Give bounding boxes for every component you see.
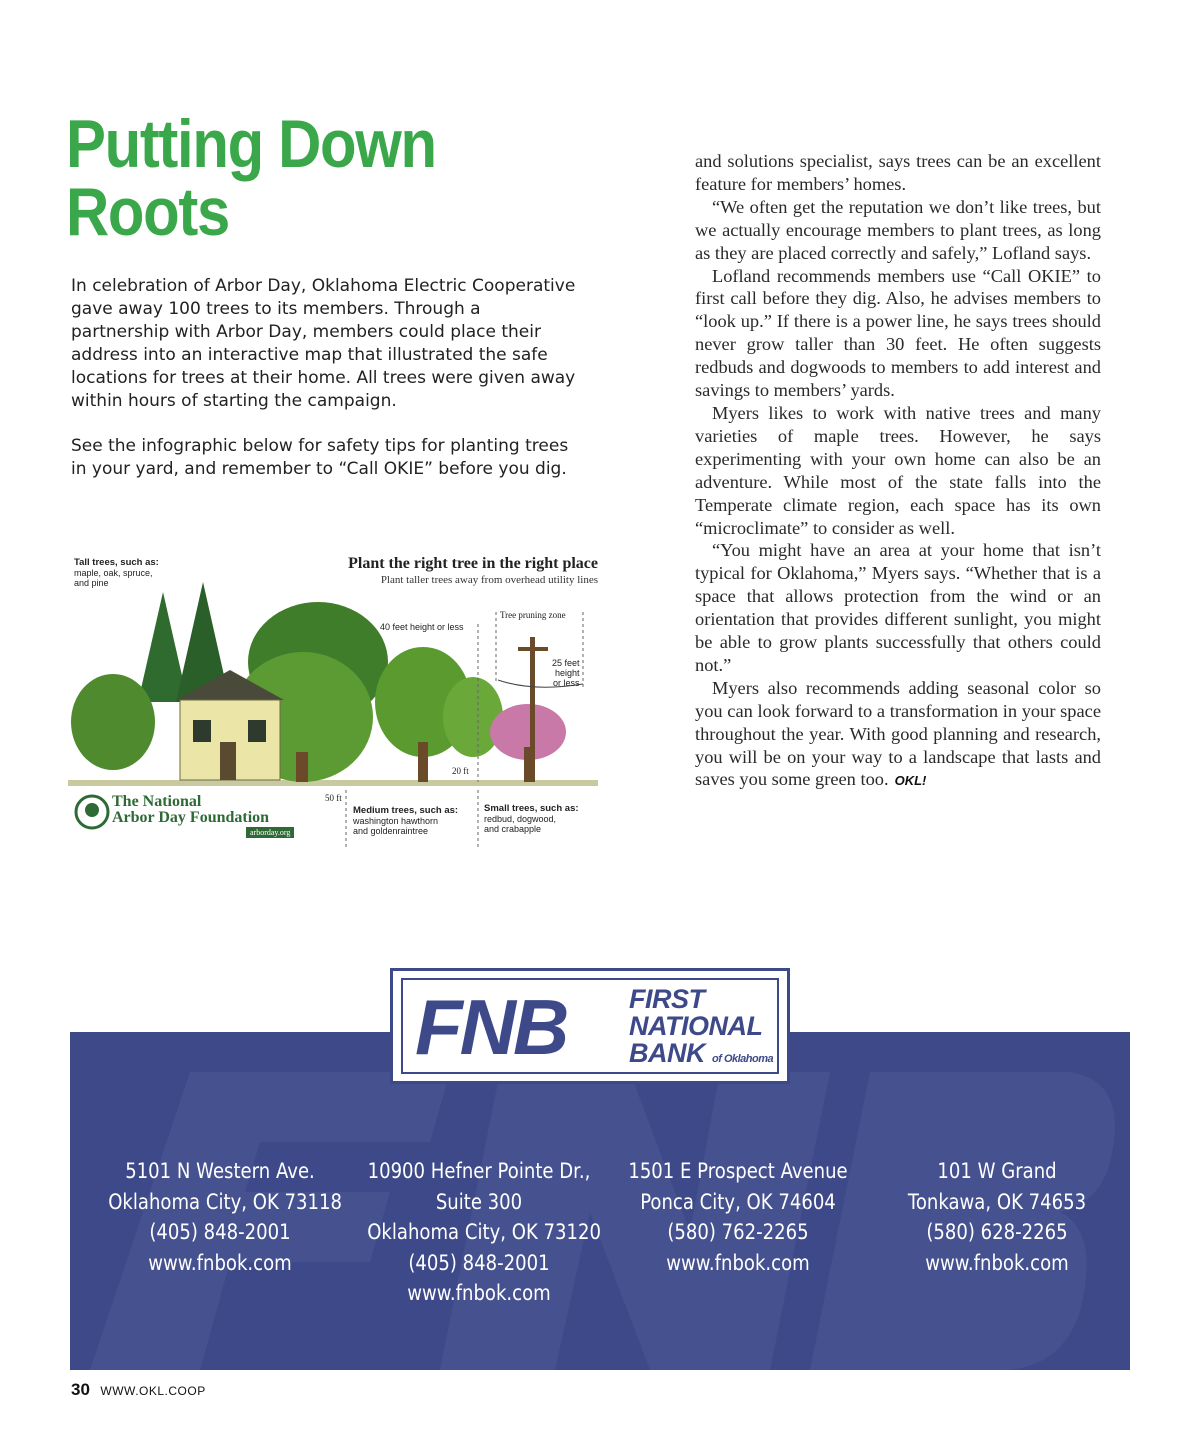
location-block-2 [367, 1156, 601, 1309]
arbor-line-2: Arbor Day Foundation [112, 809, 270, 826]
small-trees-heading: Small trees, such as: [484, 803, 579, 814]
location-block-3 [626, 1156, 850, 1278]
fnb-logo [390, 968, 790, 1084]
pole-crossarm [518, 647, 548, 651]
fnb-logo-frame [401, 978, 779, 1074]
body-paragraph: and solutions specialist, says trees can be an excellent feature for members’ homes. [695, 151, 1101, 194]
label-25-feet [552, 658, 580, 688]
location-line: 101 W Grand [937, 1159, 1057, 1183]
house-window-2 [248, 720, 266, 742]
location-line: Tonkawa, OK 74653 [907, 1189, 1087, 1214]
small-trees-label [484, 803, 579, 834]
logo-line-2: NATIONAL [629, 1011, 763, 1041]
house-window-1 [193, 720, 211, 742]
body-paragraph: Myers likes to work with native trees and many varieties of maple trees. However, he says experimenting with your own home can also be an adventure. While most of the state falls into the Temperate climate region, each space has its own “microclimate” to consider as well. [695, 402, 1101, 538]
fnb-logo-wordmark [629, 986, 773, 1073]
medium-trees-heading: Medium trees, such as: [353, 805, 459, 816]
location-line: 1501 E Prospect Avenue [628, 1159, 848, 1183]
tall-trees-label [74, 557, 159, 588]
tall-trees-list: and pine [74, 578, 109, 588]
body-paragraph [695, 677, 1101, 794]
location-block-1 [108, 1156, 342, 1278]
intro-paragraph-2: See the infographic below for safety tips for planting trees in your yard, and remember to “Call OKIE” before you dig. [71, 436, 569, 480]
article-body [695, 150, 1101, 793]
label-50-ft: 50 ft [325, 793, 342, 803]
medium-trees-list: and goldenraintree [353, 826, 429, 836]
arbor-line-1: The National [112, 793, 202, 810]
small-trees-list: redbud, dogwood, [484, 814, 557, 824]
footer-url[interactable]: WWW.OKL.COOP [100, 1384, 206, 1398]
location-line: 10900 Hefner Pointe Dr., [367, 1159, 591, 1183]
small-trunk [524, 747, 531, 782]
okl-end-mark: OKL! [894, 773, 927, 789]
tall-trees-heading: Tall trees, such as: [74, 557, 159, 568]
logo-line-3: BANK [629, 1038, 705, 1068]
logo-line-1: FIRST [629, 984, 705, 1014]
arbor-day-logo-text [112, 794, 269, 826]
location-link[interactable]: www.fnbok.com [148, 1250, 292, 1275]
label-20-ft: 20 ft [452, 766, 469, 776]
page-footer [71, 1380, 206, 1400]
infographic-subtitle: Plant taller trees away from overhead utility lines [380, 574, 598, 586]
location-line: Ponca City, OK 74604 [640, 1189, 836, 1214]
label-pruning-zone: Tree pruning zone [500, 610, 566, 620]
infographic-title: Plant the right tree in the right place [348, 555, 598, 572]
label-40-feet: 40 feet height or less [380, 622, 464, 632]
title-line-1: Putting Down [66, 106, 436, 182]
medium-trees-list: washington hawthorn [353, 816, 439, 826]
body-last-text: Myers also recommends adding seasonal color so you can look forward to a transformation in your space throughout the year. With good planning and research, you will be on your way to a landscape that lasts and saves you some green too. [695, 677, 1101, 790]
location-line: Oklahoma City, OK 73120 [367, 1220, 601, 1244]
arbor-day-url: arborday.org [246, 827, 294, 838]
body-paragraph: Lofland recommends members use “Call OKIE” to first call before they dig. Also, he advises members to “look up.” If there is a power line, he says trees should never grow taller than 30 feet. He often suggests redbuds and dogwoods to members to add interest and savings to members’ yards. [695, 265, 1101, 401]
medium-trunk [418, 742, 428, 782]
small-trees-list: and crabapple [484, 824, 542, 834]
location-line: (580) 628-2265 [926, 1220, 1068, 1244]
seal-tree [85, 803, 99, 817]
article-title [66, 106, 524, 250]
page-number: 30 [71, 1380, 90, 1399]
medium-tree-2 [443, 677, 503, 757]
fnb-logo-letters: FNB [415, 983, 567, 1071]
location-line: (405) 848-2001 [408, 1250, 550, 1275]
medium-trees-label [353, 805, 458, 836]
utility-pole [530, 637, 535, 782]
intro-text [71, 275, 583, 504]
body-paragraph: “You might have an area at your home that isn’t typical for Oklahoma,” Myers says. “Whether that is a space that allows protection from the wind or an orientation that provides different sunlight, you might be able to grow plants successfully that others could not.” [695, 540, 1101, 675]
location-block-4 [885, 1156, 1109, 1278]
body-paragraph: “We often get the reputation we don’t like trees, but we actually encourage members to plant trees, as long as they are placed correctly and safely,” Lofland says. [695, 196, 1101, 263]
location-line: 5101 N Western Ave. [125, 1159, 315, 1183]
ground [68, 780, 598, 786]
location-link[interactable]: www.fnbok.com [407, 1281, 551, 1305]
label-25-line: height [555, 668, 580, 678]
location-line: Suite 300 [435, 1189, 523, 1214]
house-door [220, 742, 236, 780]
location-line: (405) 848-2001 [149, 1220, 291, 1244]
label-25-line: 25 feet [552, 658, 580, 668]
tall-trees-list: maple, oak, spruce, [74, 568, 153, 578]
trunk [296, 752, 308, 782]
location-line: Oklahoma City, OK 73118 [108, 1189, 342, 1214]
logo-suffix: of Oklahoma [712, 1053, 774, 1065]
location-link[interactable]: www.fnbok.com [925, 1250, 1069, 1275]
location-line: (580) 762-2265 [667, 1220, 809, 1244]
tree-infographic [68, 552, 598, 852]
tall-tree-left [71, 674, 155, 770]
label-25-line: or less [553, 678, 580, 688]
title-line-2: Roots [66, 174, 229, 250]
intro-paragraph-1: In celebration of Arbor Day, Oklahoma Electric Cooperative gave away 100 trees to its members. Through a partnership with Arbor Day, members could place their address into an interactive map that illustrated the safe locations for trees at their home. All trees were given away within hours of starting the campaign. [71, 276, 576, 411]
location-link[interactable]: www.fnbok.com [666, 1250, 810, 1275]
